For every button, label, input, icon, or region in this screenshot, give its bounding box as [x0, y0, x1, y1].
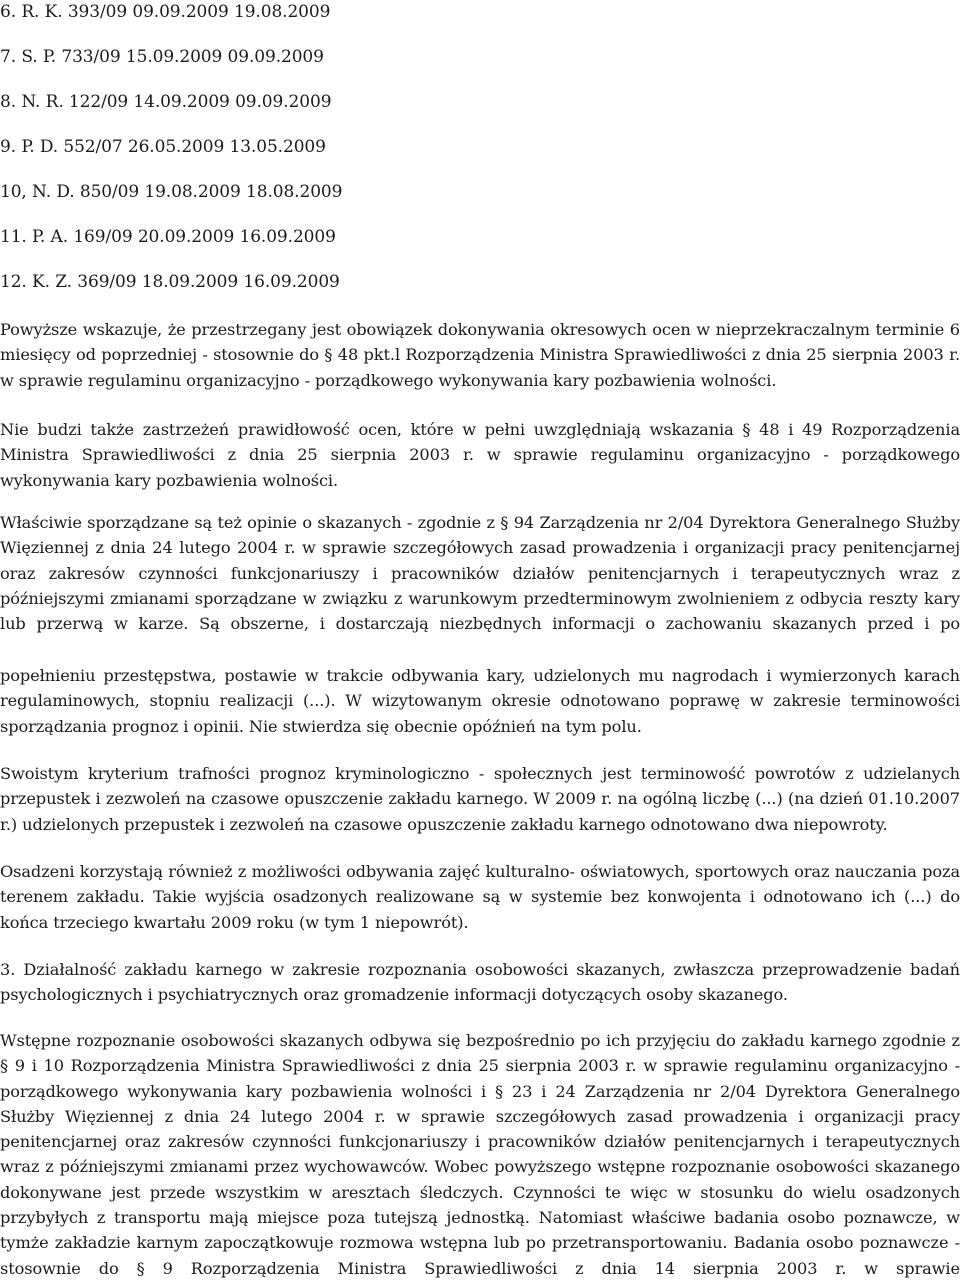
- case-list-item: 7. S. P. 733/09 15.09.2009 09.09.2009: [0, 47, 324, 67]
- paragraph: Wstępne rozpoznanie osobowości skazanych odbywa się bezpośrednio po ich przyjęciu do zakładu karnego zgodnie z § 9 i 10 Rozporządzenia Ministra Sprawiedliwości z dnia 25 sierpnia 2003 r. w sprawie regulaminu organizacyjno - porządkowego wykonywania kary pozbawienia wolności i § 23 i 24 Zarządzenia nr 2/04 Dyrektora Generalnego Służby Więziennej z dnia 24 lutego 2004 r. w sprawie szczegółowych zasad prowadzenia i organizacji pracy penitencjarnej oraz zakresów czynności funkcjonariuszy i pracowników działów penitencjarnych i terapeutycznych wraz z późniejszymi zmianami przez wychowawców. Wobec powyższego wstępne rozpoznanie osobowości skazanego dokonywane jest przede wszystkim w aresztach śledczych. Czynności te więc w stosunku do wielu osadzonych przybyłych z transportu mają miejsce poza tutejszą jednostką. Natomiast właściwe badania osobo poznawcze, w tymże zakładzie karnym zapoczątkowuje rozmowa wstępna lub po przetransportowaniu. Badania osobo poznawcze - stosownie do § 9 Rozporządzenia Ministra Sprawiedliwości z dnia 14 sierpnia 2003 r. w sprawie: [0, 1031, 960, 1278]
- case-list-item: 11. P. A. 169/09 20.09.2009 16.09.2009: [0, 227, 336, 247]
- section-heading: 3. Działalność zakładu karnego w zakresie rozpoznania osobowości skazanych, zwłaszcza przeprowadzenie badań psychologicznych i psychiatrycznych oraz gromadzenie informacji dotyczących osoby skazanego.: [0, 960, 960, 1005]
- paragraph: Właściwie sporządzane są też opinie o skazanych - zgodnie z § 94 Zarządzenia nr 2/04 Dyrektora Generalnego Służby Więziennej z dnia 24 lutego 2004 r. w sprawie szczegółowych zasad prowadzenia i organizacji pracy penitencjarnej oraz zakresów czynności funkcjonariuszy i pracowników działów penitencjarnych i terapeutycznych wraz z późniejszymi zmianami sporządzane w związku z warunkowym przedterminowym zwolnieniem z odbycia reszty kary lub przerwą w karze. Są obszerne, i dostarczają niezbędnych informacji o zachowaniu skazanych przed i po: [0, 513, 960, 634]
- case-list-item: 8. N. R. 122/09 14.09.2009 09.09.2009: [0, 92, 332, 112]
- paragraph: Osadzeni korzystają również z możliwości odbywania zajęć kulturalno- oświatowych, sportowych oraz nauczania poza terenem zakładu. Takie wyjścia osadzonych realizowane są w systemie bez konwojenta i odnotowano ich (...) do końca trzeciego kwartału 2009 roku (w tym 1 niepowrót).: [0, 862, 960, 932]
- case-list-item: 9. P. D. 552/07 26.05.2009 13.05.2009: [0, 137, 326, 157]
- case-list-item: 6. R. K. 393/09 09.09.2009 19.08.2009: [0, 2, 331, 22]
- paragraph: popełnieniu przestępstwa, postawie w trakcie odbywania kary, udzielonych mu nagrodach i wymierzonych karach regulaminowych, stopniu realizacji (...). W wizytowanym okresie odnotowano poprawę w zakresie terminowości sporządzania prognoz i opinii. Nie stwierdza się obecnie opóźnień na tym polu.: [0, 666, 960, 736]
- case-list-item: 12. K. Z. 369/09 18.09.2009 16.09.2009: [0, 272, 340, 292]
- paragraph: Swoistym kryterium trafności prognoz kryminologiczno - społecznych jest terminowość powrotów z udzielanych przepustek i zezwoleń na czasowe opuszczenie zakładu karnego. W 2009 r. na ogólną liczbę (...) (na dzień 01.10.2007 r.) udzielonych przepustek i zezwoleń na czasowe opuszczenie zakładu karnego odnotowano dwa niepowroty.: [0, 764, 960, 834]
- paragraph: Powyższe wskazuje, że przestrzegany jest obowiązek dokonywania okresowych ocen w nieprzekraczalnym terminie 6 miesięcy od poprzedniej - stosownie do § 48 pkt.l Rozporządzenia Ministra Sprawiedliwości z dnia 25 sierpnia 2003 r. w sprawie regulaminu organizacyjno - porządkowego wykonywania kary pozbawienia wolności.: [0, 320, 960, 390]
- case-list-item: 10, N. D. 850/09 19.08.2009 18.08.2009: [0, 182, 343, 202]
- paragraph: Nie budzi także zastrzeżeń prawidłowość ocen, które w pełni uwzględniają wskazania § 48 i 49 Rozporządzenia Ministra Sprawiedliwości z dnia 25 sierpnia 2003 r. w sprawie regulaminu organizacyjno - porządkowego wykonywania kary pozbawienia wolności.: [0, 420, 960, 490]
